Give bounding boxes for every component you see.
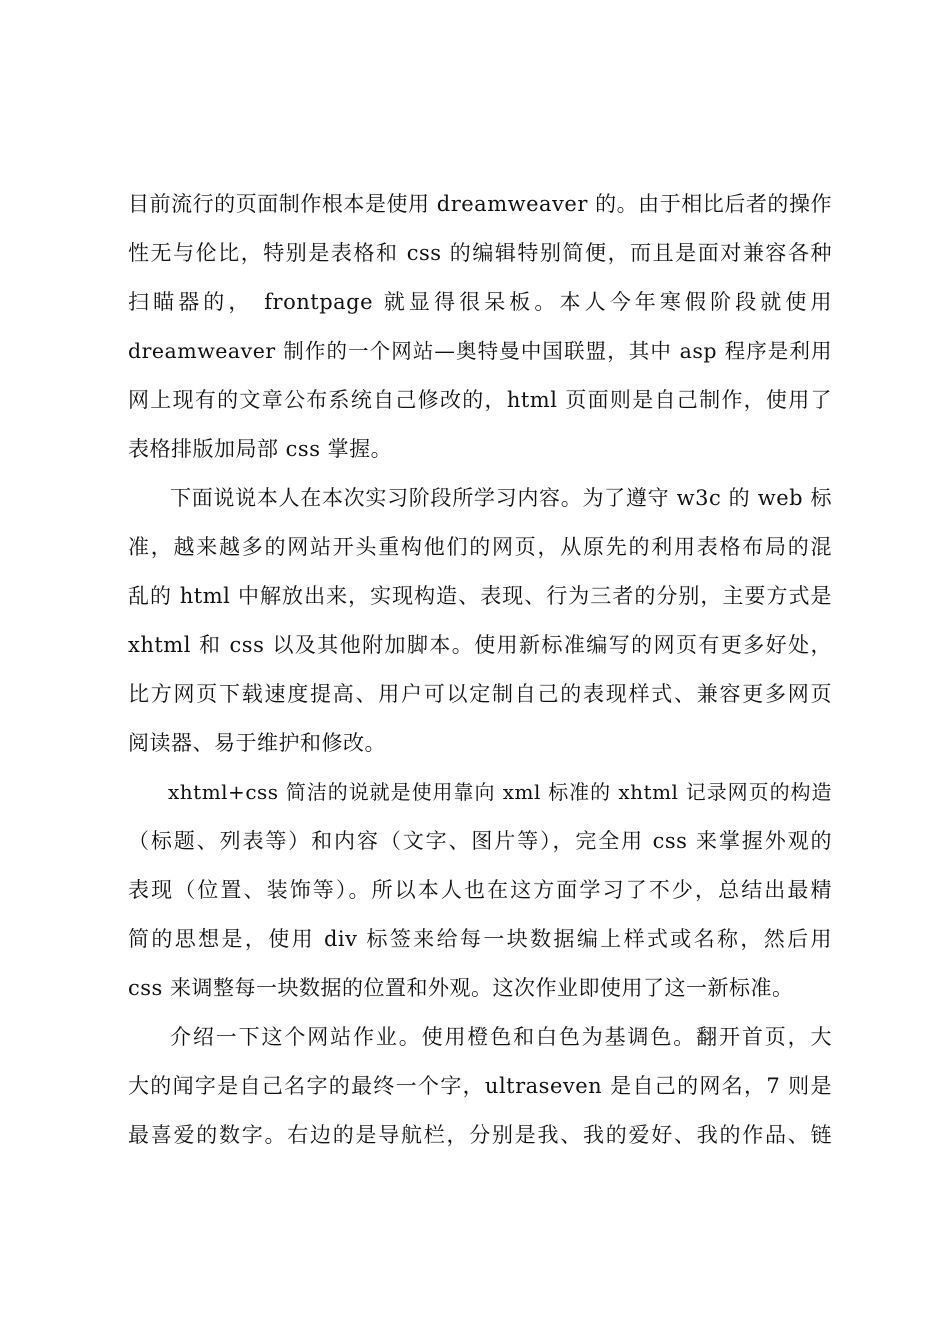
text-line: xhtml+css 简洁的说就是使用靠向 xml 标准的 xhtml 记录网页的构造 <box>168 780 832 804</box>
text-line: 介绍一下这个网站作业。使用橙色和白色为基调色。翻开首页，大 <box>170 1025 832 1049</box>
text-line: 阅读器、易于维护和修改。 <box>128 731 386 755</box>
text-line: dreamweaver 制作的一个网站—奥特曼中国联盟，其中 asp 程序是利用 <box>128 339 832 363</box>
paragraph-4 <box>128 1013 832 1160</box>
text-line: 表现（位置、装饰等）。所以本人也在这方面学习了不少，总结出最精 <box>128 878 832 902</box>
text-line: 网上现有的文章公布系统自己修改的，html 页面则是自己制作，使用了 <box>128 388 832 412</box>
paragraph-2 <box>128 474 832 768</box>
paragraph-1 <box>128 180 832 474</box>
text-line: 扫瞄器的， frontpage 就显得很呆板。本人今年寒假阶段就使用 <box>128 290 832 314</box>
text-line: 下面说说本人在本次实习阶段所学习内容。为了遵守 w3c 的 web 标 <box>170 486 832 510</box>
text-line: css 来调整每一块数据的位置和外观。这次作业即使用了这一新标准。 <box>128 976 794 1000</box>
text-line: 准，越来越多的网站开头重构他们的网页，从原先的利用表格布局的混 <box>128 535 832 559</box>
text-line: 最喜爱的数字。右边的是导航栏，分别是我、我的爱好、我的作品、链 <box>128 1123 832 1147</box>
text-line: 表格排版加局部 css 掌握。 <box>128 437 393 461</box>
text-line: 比方网页下载速度提高、用户可以定制自己的表现样式、兼容更多网页 <box>128 682 832 706</box>
text-line: 乱的 html 中解放出来，实现构造、表现、行为三者的分别，主要方式是 <box>128 584 832 608</box>
text-line: xhtml 和 css 以及其他附加脚本。使用新标准编写的网页有更多好处， <box>128 633 832 657</box>
document-body <box>128 180 832 1160</box>
paragraph-3 <box>128 768 832 1013</box>
text-line: 简的思想是，使用 div 标签来给每一块数据编上样式或名称，然后用 <box>128 927 832 951</box>
text-line: （标题、列表等）和内容（文字、图片等），完全用 css 来掌握外观的 <box>128 829 832 853</box>
text-line: 大的闻字是自己名字的最终一个字，ultraseven 是自己的网名，7 则是 <box>128 1074 832 1098</box>
text-line: 性无与伦比，特别是表格和 css 的编辑特别简便，而且是面对兼容各种 <box>128 241 832 265</box>
text-line: 目前流行的页面制作根本是使用 dreamweaver 的。由于相比后者的操作 <box>128 192 832 216</box>
